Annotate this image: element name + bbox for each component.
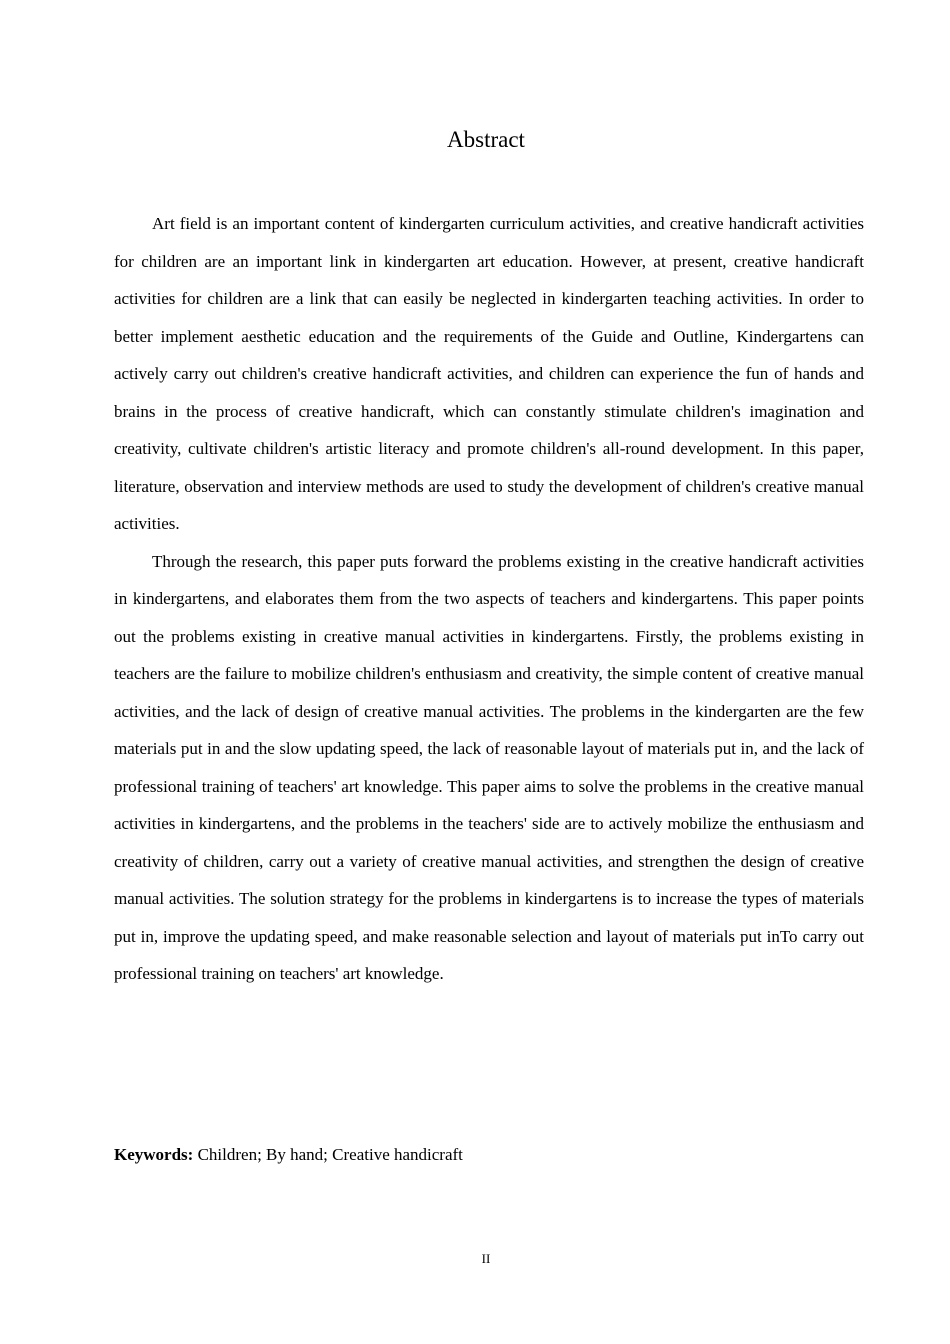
page-number: II <box>481 1251 491 1266</box>
abstract-body <box>114 205 864 993</box>
keywords-line <box>114 1140 864 1170</box>
abstract-paragraph: Art field is an important content of kindergarten curriculum activities, and creative handicraft activities for children are an important link in kindergarten art education. However, at present, creative handicraft activities for children are a link that can easily be neglected in kindergarten teaching activities. In order to better implement aesthetic education and the requirements of the Guide and Outline, Kindergartens can actively carry out children's creative handicraft activities, and children can experience the fun of hands and brains in the process of creative handicraft, which can constantly stimulate children's imagination and creativity, cultivate children's artistic literacy and promote children's all-round development. In this paper, literature, observation and interview methods are used to study the development of children's creative manual activities. <box>114 214 864 533</box>
keywords-label: Keywords: <box>114 1145 194 1164</box>
page-title: Abstract <box>447 127 525 152</box>
abstract-paragraph: Through the research, this paper puts forward the problems existing in the creative handicraft activities in kindergartens, and elaborates them from the two aspects of teachers and kindergartens. This paper points out the problems existing in creative manual activities in kindergartens. Firstly, the problems existing in teachers are the failure to mobilize children's enthusiasm and creativity, the simple content of creative manual activities, and the lack of design of creative manual activities. The problems in the kindergarten are the few materials put in and the slow updating speed, the lack of reasonable layout of materials put in, and the lack of professional training of teachers' art knowledge. This paper aims to solve the problems in the creative manual activities in kindergartens, and the problems in the teachers' side are to actively mobilize the enthusiasm and creativity of children, carry out a variety of creative manual activities, and strengthen the design of creative manual activities. The solution strategy for the problems in kindergartens is to increase the types of materials put in, improve the updating speed, and make reasonable selection and layout of materials put inTo carry out professional training on teachers' art knowledge. <box>114 551 864 983</box>
keywords-value: Children; By hand; Creative handicraft <box>197 1145 463 1164</box>
